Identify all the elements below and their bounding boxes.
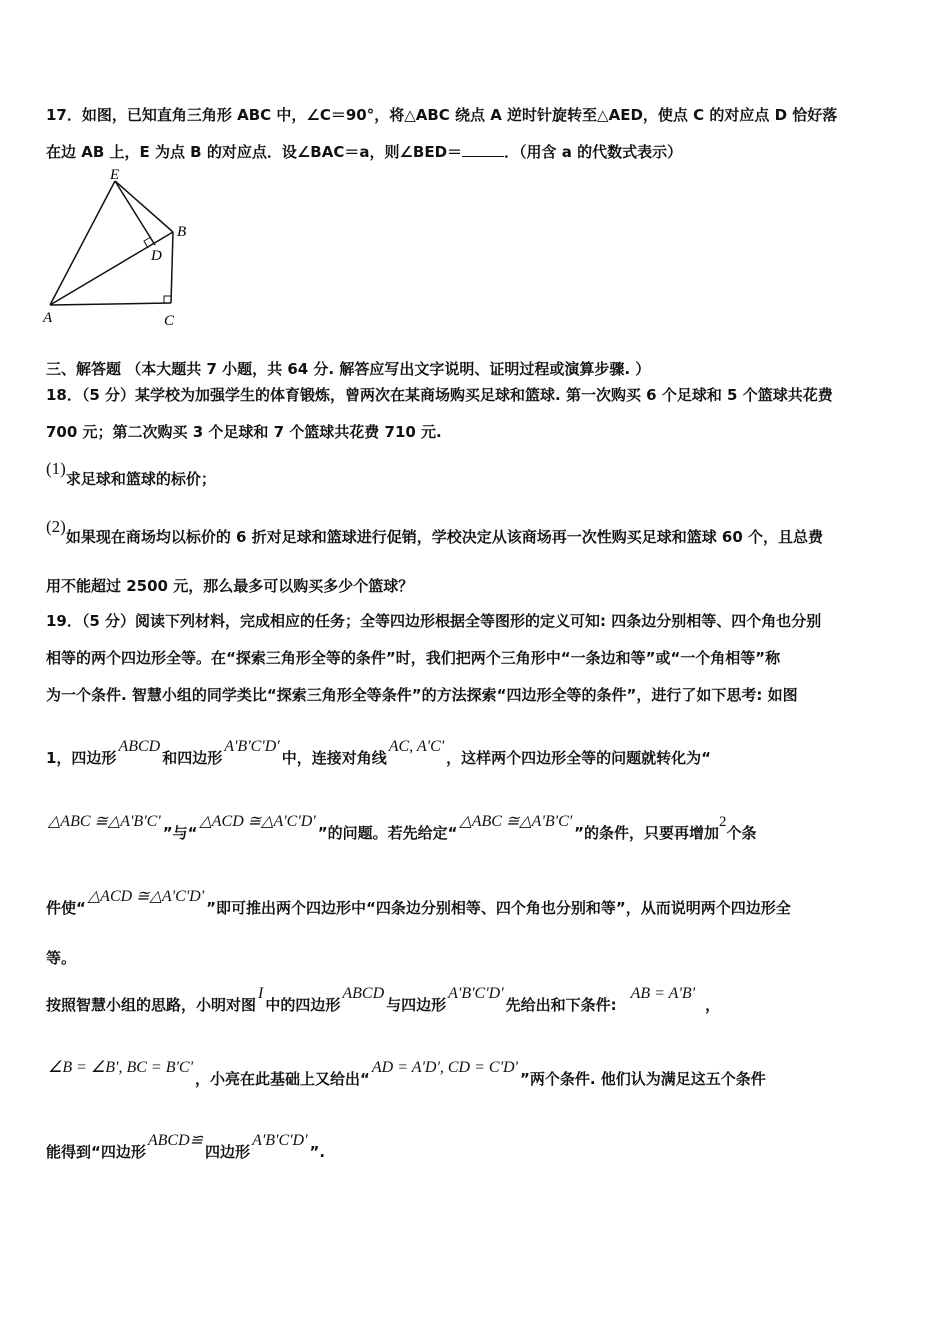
math-congruence-2: △ACD ≅△A'C'D' — [199, 813, 316, 830]
q18-line-1: 18．（5 分）某学校为加强学生的体育锻炼，曾两次在某商场购买足球和篮球. 第一次购买 6 个足球和 5 个篮球共花费 — [46, 386, 833, 404]
answer-blank — [462, 142, 504, 157]
math-figure-i: I — [258, 985, 264, 1002]
q17-text-a: 在边 AB 上，E 为点 B 的对应点．设∠BAC＝a，则∠BED＝ — [46, 143, 463, 161]
label-d: D — [151, 248, 162, 264]
math-a-b-c-d-prime: A'B'C'D' — [252, 1132, 308, 1149]
q19-line-7: 等。 — [46, 949, 77, 967]
text: ， — [705, 996, 721, 1014]
math-congruence-1: △ABC ≅△A'B'C' — [48, 813, 161, 830]
label-b: B — [177, 224, 187, 240]
math-abcd: ABCD — [118, 738, 161, 755]
part-2-number: (2) — [46, 517, 66, 536]
q19-line-8 — [46, 985, 721, 1015]
text: ”的问题。若先给定“ — [317, 824, 458, 842]
text: 中，连接对角线 — [281, 749, 387, 767]
q18-part-1 — [46, 459, 216, 489]
part-1-text: 求足球和篮球的标价； — [65, 470, 216, 488]
triangle-figure — [40, 165, 200, 335]
label-e: E — [110, 167, 120, 183]
q17-line-2 — [46, 141, 682, 162]
text: ”与“ — [162, 824, 198, 842]
q17-text-b: ．（用含 a 的代数式表示） — [504, 143, 683, 161]
q18-line-2: 700 元；第二次购买 3 个足球和 7 个篮球共花费 710 元. — [46, 423, 442, 441]
q19-line-10 — [46, 1132, 326, 1162]
text: 和四边形 — [162, 749, 223, 767]
text: ”. — [309, 1143, 326, 1161]
label-a: A — [43, 310, 53, 326]
text: 1，四边形 — [46, 749, 117, 767]
math-diagonals: AC, A'C' — [388, 738, 445, 755]
label-c: C — [164, 313, 175, 329]
q18-part-2 — [46, 517, 824, 547]
math-ab-equal: AB = A'B' — [630, 985, 696, 1002]
q17-line-1: 17．如图，已知直角三角形 ABC 中，∠C＝90°，将△ABC 绕点 A 逆时针旋转至△AED，使点 C 的对应点 D 恰好落 — [46, 106, 838, 124]
part-1-number: (1) — [46, 459, 66, 478]
q19-line-5 — [46, 813, 757, 843]
text: 中的四边形 — [265, 996, 341, 1014]
text: 个条 — [726, 824, 757, 842]
text: ”即可推出两个四边形中“四条边分别相等、四个角也分别和等”，从而说明两个四边形全 — [206, 899, 791, 917]
math-number-2: 2 — [719, 814, 727, 830]
q19-line-6 — [46, 888, 791, 918]
math-abcd-congruent: ABCD≌ — [147, 1132, 204, 1149]
math-congruence-4: △ACD ≅△A'C'D' — [87, 888, 205, 905]
text: 件使“ — [46, 899, 86, 917]
math-ad-cd: AD = A'D', CD = C'D' — [371, 1059, 518, 1076]
q19-line-1: 19．（5 分）阅读下列材料，完成相应的任务；全等四边形根据全等图形的定义可知: 四条边分别相等、四个角也分别 — [46, 612, 822, 630]
text: 先给出和下条件: — [505, 996, 617, 1014]
q19-line-3: 为一个条件. 智慧小组的同学类比“探索三角形全等条件”的方法探索“四边形全等的条件”，进行了如下思考: 如图 — [46, 686, 798, 704]
section-3-heading: 三、解答题 （本大题共 7 小题，共 64 分. 解答应写出文字说明、证明过程或演算步骤. ） — [46, 360, 651, 378]
math-a-b-c-d-prime: A'B'C'D' — [448, 985, 504, 1002]
math-congruence-3: △ABC ≅△A'B'C' — [459, 813, 573, 830]
part-2-text: 如果现在商场均以标价的 6 折对足球和篮球进行促销，学校决定从该商场再一次性购买足球和篮球 60 个，且总费 — [65, 528, 824, 546]
text: ，小亮在此基础上又给出“ — [194, 1070, 370, 1088]
text: ，这样两个四边形全等的问题就转化为“ — [446, 749, 712, 767]
text: ”的条件，只要再增加 — [574, 824, 720, 842]
text: 按照智慧小组的思路，小明对图 — [46, 996, 257, 1014]
text: 与四边形 — [386, 996, 447, 1014]
text: ”两个条件. 他们认为满足这五个条件 — [519, 1070, 766, 1088]
text: 四边形 — [205, 1143, 251, 1161]
q19-line-4 — [46, 738, 712, 768]
math-a-b-c-d-prime: A'B'C'D' — [224, 738, 280, 755]
text: 能得到“四边形 — [46, 1143, 146, 1161]
q19-line-2: 相等的两个四边形全等。在“探索三角形全等的条件”时，我们把两个三角形中“一条边和等”或“一个角相等”称 — [46, 649, 781, 667]
math-angle-b-bc: ∠B = ∠B', BC = B'C' — [48, 1059, 193, 1076]
q19-line-9 — [46, 1059, 766, 1089]
q18-part-2-cont: 用不能超过 2500 元，那么最多可以购买多少个篮球？ — [46, 577, 414, 595]
math-abcd: ABCD — [342, 985, 385, 1002]
